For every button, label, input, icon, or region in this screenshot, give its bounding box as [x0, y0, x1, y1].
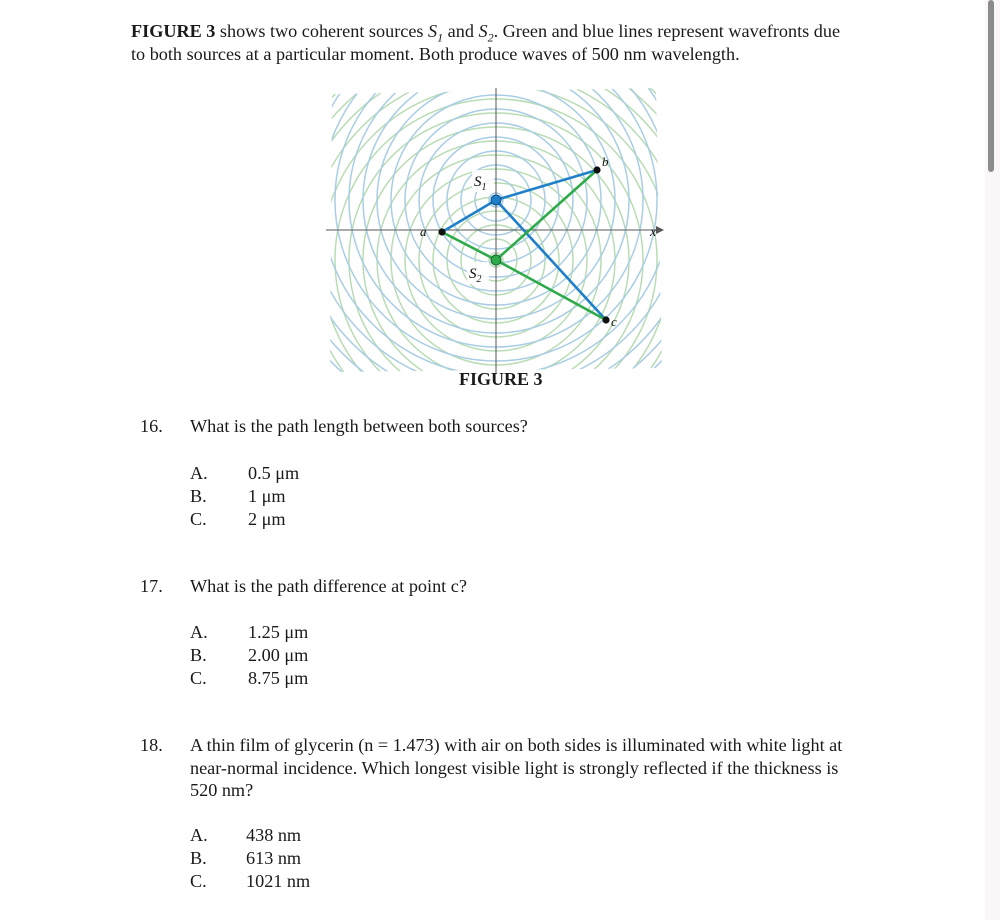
intro-paragraph: [131, 20, 851, 65]
label-c: c: [611, 314, 617, 329]
label-s2: $S_2$: [469, 266, 482, 285]
path-s1-c: [496, 200, 606, 320]
x-axis-arrow-icon: [656, 226, 664, 234]
intro-and: and: [447, 21, 474, 41]
question-stem: What is the path length between both sources?: [190, 416, 528, 436]
document-page: FIGURE 3 shows two coherent sources $S_1$ and $S_2$. Green and blue lines represent wavefronts due to both sources at a particular moment. Both produce waves of 500 nm wavelength. $S_1$ $S_2$ a b c x FIGURE 3 16. What is the path length between both sources? A. 0.5 μm B. 1 μm C. 2 μm 17. What is the path difference at point c? A. 1.25 μm B. 2.00 μm C. 8.75 μm 18. A thin film of glycerin (n = 1.473) with air on both sides is illuminated with white light at near-normal incidence. Which longest visible light is strongly reflected if the thickness is 520 nm? A. 438 nm B. 613 nm C. 1021 nm: [0, 0, 985, 920]
figure-caption: FIGURE 3: [459, 369, 543, 389]
intro-text-a: shows two coherent sources: [219, 21, 424, 41]
question-number: 17.: [140, 576, 163, 596]
intro-text-b: . Green and blue lines represent wavefronts due to both sources at a particular moment. Both produce waves of 500 nm wavelength.: [131, 21, 841, 64]
symbol-s2: $S_2$: [478, 21, 494, 45]
figure-3-diagram: [326, 86, 666, 376]
figure-reference: FIGURE 3: [131, 21, 216, 41]
source-s2-point: [491, 255, 501, 265]
label-b: b: [602, 154, 609, 169]
point-b: [593, 166, 600, 173]
question-stem: A thin film of glycerin (n = 1.473) with air on both sides is illuminated with white light at near-normal incidence. Which longest visible light is strongly reflected if the thickness is 520 nm?: [190, 735, 843, 800]
question-stem: What is the path difference at point c?: [190, 576, 467, 596]
symbol-s1: $S_1$: [428, 21, 444, 45]
question-number: 18.: [140, 735, 163, 755]
scrollbar[interactable]: [988, 0, 994, 172]
question-number: 16.: [140, 416, 163, 436]
path-a-s2: [442, 232, 496, 260]
label-s1: $S_1$: [474, 174, 487, 193]
point-a: [438, 228, 445, 235]
label-a: a: [420, 224, 427, 239]
label-x: x: [650, 225, 657, 240]
point-c: [602, 316, 609, 323]
source-s1-point: [491, 195, 501, 205]
